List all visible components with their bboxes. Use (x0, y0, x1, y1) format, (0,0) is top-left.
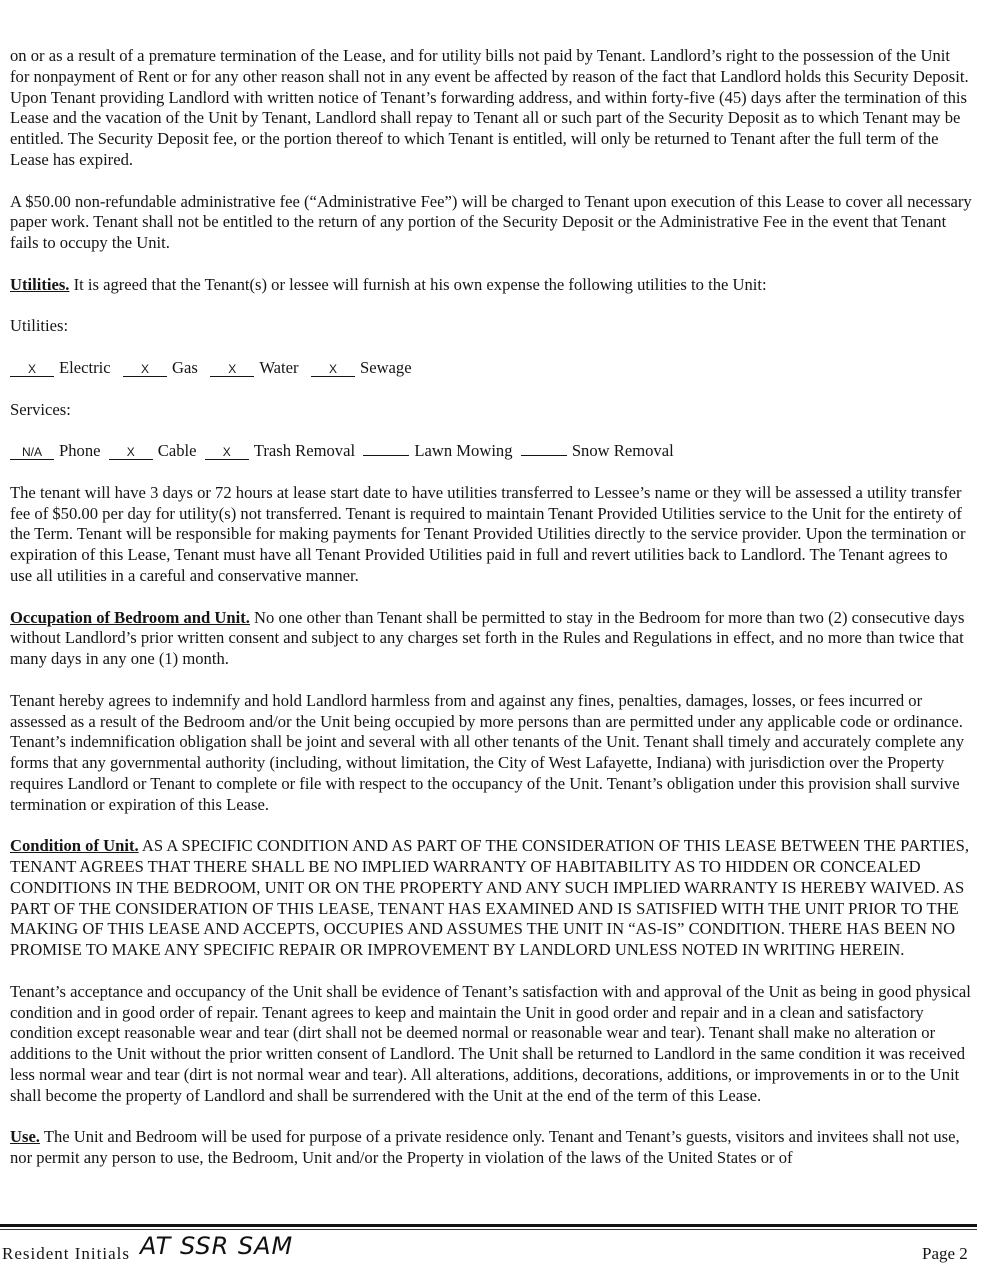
service-mark-lawn-mowing[interactable] (363, 455, 409, 456)
utility-label-sewage: Sewage (359, 357, 412, 377)
utilities-checklist (10, 358, 972, 379)
utilities-section (10, 275, 972, 296)
utility-label-gas: Gas (172, 357, 198, 377)
utility-mark-gas[interactable]: X (123, 362, 167, 377)
service-mark-snow-removal[interactable] (521, 455, 567, 456)
utilities-heading: Utilities. (10, 274, 70, 294)
service-label-snow-removal: Snow Removal (571, 441, 674, 461)
utilities-label: Utilities: (10, 316, 69, 336)
use-heading: Use. (10, 1127, 40, 1147)
footer-divider-thin (0, 1229, 977, 1230)
condition-section (10, 836, 972, 961)
acceptance-paragraph: Tenant’s acceptance and occupancy of the Unit shall be evidence of Tenant’s satisfaction with and approval of the Unit as being in good physical condition and in good order of repair. Tenant agrees to keep and maintain the Unit in good order and repair and in a clean and satisfactory condition except reasonable wear and tear (dirt shall not be deemed normal or reasonable wear and tear). Tenant shall make no alteration or additions to the Unit without the prior written consent of Landlord. The Unit shall be returned to Landlord in the same condition it was received less normal wear and tear (dirt is not normal wear and tear). All alterations, additions, decorations, additions, or improvements in or to the Unit shall become the property of Landlord and shall be surrendered with the Unit at the end of the term of this Lease. (10, 981, 971, 1105)
use-text: The Unit and Bedroom will be used for purpose of a private residence only. Tenant and Tenant’s guests, visitors and invitees shall not use, nor permit any person to use, the Bedroom, Unit and/or the Property in violation of the laws of the United States or of (10, 1127, 960, 1168)
footer-divider-thick (0, 1224, 977, 1227)
occupation-heading: Occupation of Bedroom and Unit. (10, 607, 250, 627)
service-mark-trash-removal[interactable]: X (205, 445, 249, 460)
utility-label-electric: Electric (59, 357, 111, 377)
service-label-trash-removal: Trash Removal (253, 441, 356, 461)
services-label: Services: (10, 399, 71, 419)
utility-transfer-paragraph: The tenant will have 3 days or 72 hours at lease start date to have utilities transferred to Lessee’s name or they will be assessed a utility transfer fee of $50.00 per day for utility(s) not transferred. Tenant is required to maintain Tenant Provided Utilities service to the Unit for the entirety of the Term. Tenant will be responsible for making payments for Tenant Provided Utilities directly to the service provider. Upon the termination or expiration of this Lease, Tenant must have all Tenant Provided Utilities paid in full and revert utilities back to Landlord. The Tenant agrees to use all utilities in a careful and conservative manner. (10, 482, 966, 585)
condition-heading: Condition of Unit. (10, 836, 139, 856)
page-number: Page 2 (922, 1244, 968, 1263)
services-checklist (10, 441, 972, 462)
utilities-intro: It is agreed that the Tenant(s) or lessee will furnish at his own expense the following utilities to the Unit: (69, 274, 767, 294)
utility-mark-sewage[interactable]: X (311, 362, 355, 377)
administrative-fee-paragraph: A $50.00 non-refundable administrative fee (“Administrative Fee”) will be charged to Tenant upon execution of this Lease to cover all necessary paper work. Tenant shall not be entitled to the return of any portion of the Security Deposit or the Administrative Fee in the event that Tenant fails to occupy the Unit. (10, 191, 972, 253)
occupation-section (10, 608, 972, 670)
service-label-lawn-mowing: Lawn Mowing (414, 441, 513, 461)
security-deposit-paragraph: on or as a result of a premature termination of the Lease, and for utility bills not paid by Tenant. Landlord’s right to the possession of the Unit for nonpayment of Rent or for any other reason shall not in any event be affected by reason of the fact that Landlord holds this Security Deposit. Upon Tenant providing Landlord with written notice of Tenant’s forwarding address, and within forty-five (45) days after the termination of this Lease and the vacation of the Unit by Tenant, Landlord shall repay to Tenant all or such part of the Security Deposit as to which Tenant may be entitled. The Security Deposit fee, or the portion thereof to which Tenant is entitled, will only be returned to Tenant after the full term of the Lease has expired. (10, 46, 969, 169)
service-mark-phone[interactable]: N/A (10, 445, 54, 460)
indemnification-paragraph: Tenant hereby agrees to indemnify and hold Landlord harmless from and against any fines, penalties, damages, losses, or fees incurred or assessed as a result of the Bedroom and/or the Unit being occupied by more persons than are permitted under any applicable code or ordinance. Tenant’s indemnification obligation shall be joint and several with all other tenants of the Unit. Tenant shall timely and accurately complete any forms that any governmental authority (including, without limitation, the City of West Lafayette, Indiana) with jurisdiction over the Property requires Landlord or Tenant to complete or file with respect to the occupancy of the Unit. Tenant’s obligation under this provision shall survive termination or expiration of this Lease. (10, 690, 965, 814)
use-section (10, 1127, 972, 1169)
utility-mark-water[interactable]: X (210, 362, 254, 377)
handwritten-initials: AT SSR SAM (140, 1232, 294, 1260)
service-mark-cable[interactable]: X (109, 445, 153, 460)
utility-label-water: Water (259, 357, 299, 377)
service-label-phone: Phone (59, 441, 101, 461)
utility-mark-electric[interactable]: X (10, 362, 54, 377)
lease-document-page (10, 46, 972, 1190)
resident-initials-label: Resident Initials (2, 1244, 130, 1263)
occupation-text: No one other than Tenant shall be permitted to stay in the Bedroom for more than two (2) consecutive days without Landlord’s prior written consent and subject to any charges set forth in the Rules and Regulations in effect, and no more than twice that many days in any one (1) month. (10, 607, 965, 669)
service-label-cable: Cable (157, 441, 197, 461)
condition-text: AS A SPECIFIC CONDITION AND AS PART OF THE CONSIDERATION OF THIS LEASE BETWEEN THE PARTIES, TENANT AGREES THAT THERE SHALL BE NO IMPLIED WARRANTY OF HABITABILITY AS TO HIDDEN OR CONCEALED CONDITIONS IN THE BEDROOM, UNIT OR ON THE PROPERTY AND ANY SUCH IMPLIED WARRANTY IS HEREBY WAIVED. AS PART OF THE CONSIDERATION OF THIS LEASE, TENANT HAS EXAMINED AND IS SATISFIED WITH THE UNIT PRIOR TO THE MAKING OF THIS LEASE AND ACCEPTS, OCCUPIES AND ASSUMES THE UNIT IN “AS-IS” CONDITION. THERE HAS BEEN NO PROMISE TO MAKE ANY SPECIFIC REPAIR OR IMPROVEMENT BY LANDLORD UNLESS NOTED IN WRITING HEREIN. (10, 836, 970, 960)
